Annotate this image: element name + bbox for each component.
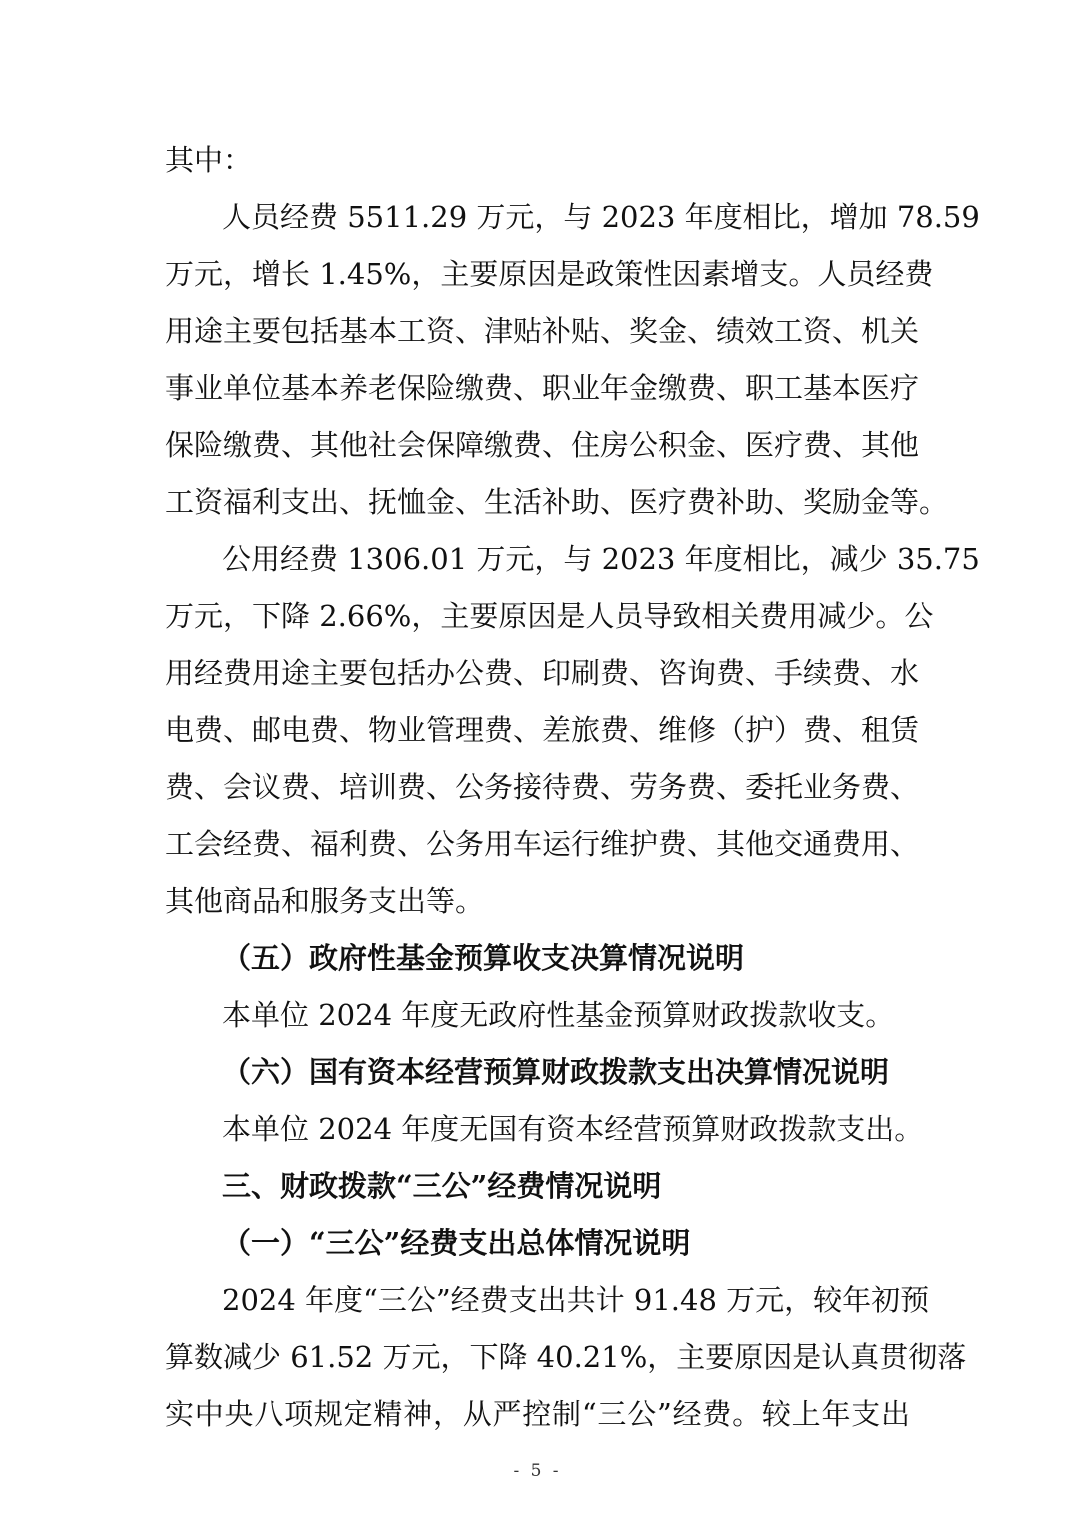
paragraph-personnel-line-5: 保险缴费、其他社会保障缴费、住房公积金、医疗费、其他 [165,428,920,462]
paragraph-personnel-line-4: 事业单位基本养老保险缴费、职业年金缴费、职工基本医疗 [165,371,920,405]
section-heading-3-1: （一）“三公”经费支出总体情况说明 [222,1226,691,1260]
paragraph-three-public-line-2: 算数减少 61.52 万元，下降 40.21%，主要原因是认真贯彻落 [165,1340,967,1374]
section-heading-6: （六）国有资本经营预算财政拨款支出决算情况说明 [222,1055,890,1089]
paragraph-public-line-6: 工会经费、福利费、公务用车运行维护费、其他交通费用、 [165,827,920,861]
paragraph-personnel-line-6: 工资福利支出、抚恤金、生活补助、医疗费补助、奖励金等。 [165,485,949,519]
paragraph-state-capital: 本单位 2024 年度无国有资本经营预算财政拨款支出。 [222,1112,924,1146]
page-number: - 5 - [513,1461,562,1481]
paragraph-personnel-line-2: 万元，增长 1.45%，主要原因是政策性因素增支。人员经费 [165,257,934,291]
paragraph-personnel-line-1: 人员经费 5511.29 万元，与 2023 年度相比，增加 78.59 [222,200,980,234]
paragraph-public-line-7: 其他商品和服务支出等。 [165,884,485,918]
text-line-intro: 其中： [165,143,253,177]
paragraph-fund-budget: 本单位 2024 年度无政府性基金预算财政拨款收支。 [222,998,895,1032]
section-heading-5: （五）政府性基金预算收支决算情况说明 [222,941,745,975]
paragraph-public-line-5: 费、会议费、培训费、公务接待费、劳务费、委托业务费、 [165,770,920,804]
paragraph-public-line-3: 用经费用途主要包括办公费、印刷费、咨询费、手续费、水 [165,656,920,690]
paragraph-public-line-2: 万元，下降 2.66%，主要原因是人员导致相关费用减少。公 [165,599,934,633]
paragraph-personnel-line-3: 用途主要包括基本工资、津贴补贴、奖金、绩效工资、机关 [165,314,920,348]
paragraph-three-public-line-1: 2024 年度“三公”经费支出共计 91.48 万元，较年初预 [222,1283,930,1317]
paragraph-public-line-1: 公用经费 1306.01 万元，与 2023 年度相比，减少 35.75 [222,542,980,576]
chapter-heading-3: 三、财政拨款“三公”经费情况说明 [222,1169,662,1203]
paragraph-three-public-line-3: 实中央八项规定精神，从严控制“三公”经费。较上年支出 [165,1397,910,1431]
paragraph-public-line-4: 电费、邮电费、物业管理费、差旅费、维修（护）费、租赁 [165,713,920,747]
